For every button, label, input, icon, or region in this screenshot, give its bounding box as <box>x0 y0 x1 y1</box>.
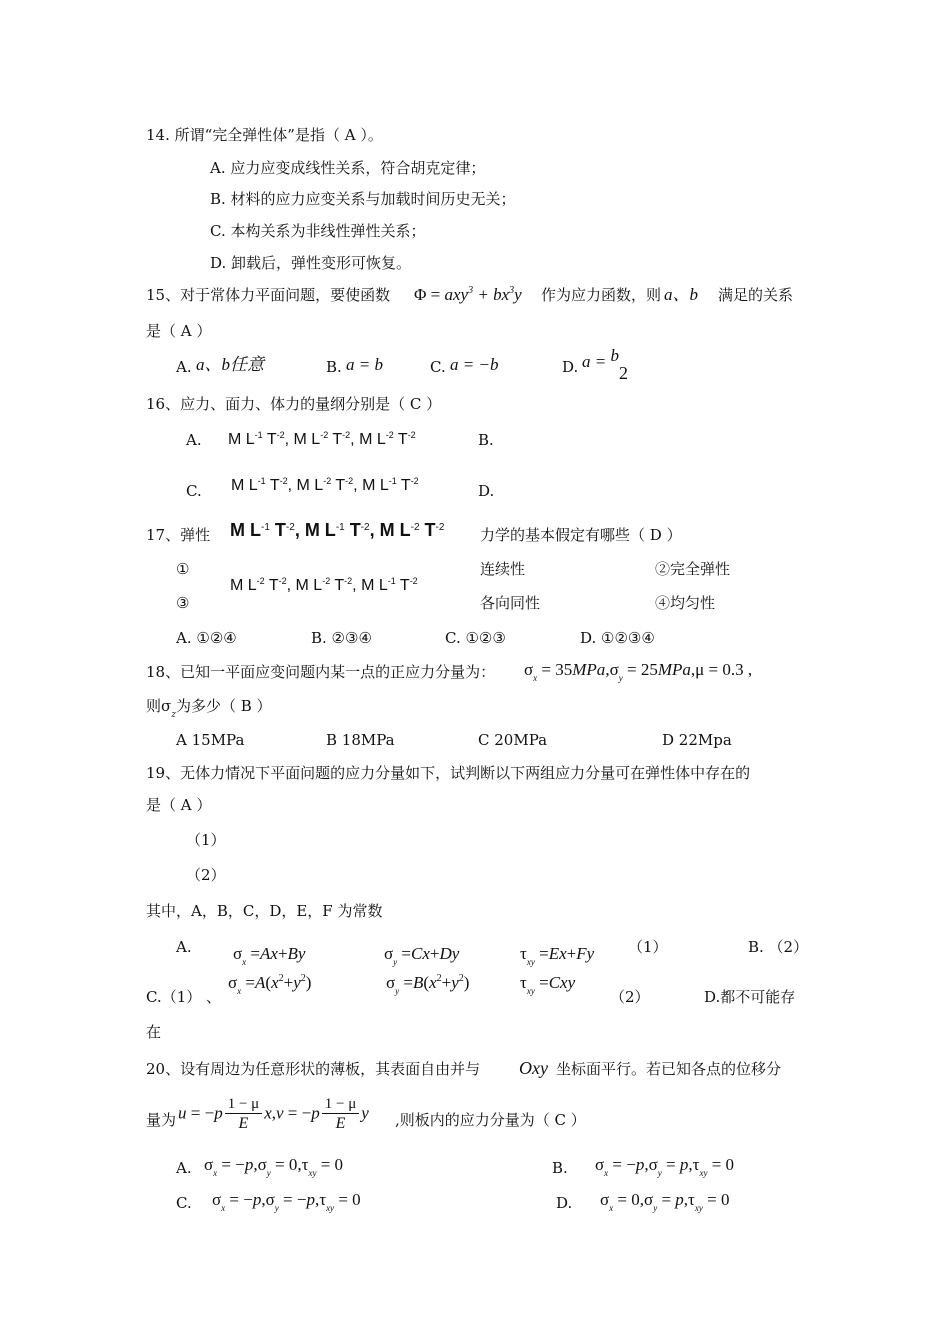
q15-stem-post: 作为应力函数，则 <box>541 286 662 304</box>
q15-opt-b-label: B. <box>326 358 342 376</box>
q17-choice-1-mark: ① <box>176 560 190 578</box>
q20-stem-pre: 20、设有周边为任意形状的薄板，其表面自由并与 <box>146 1060 481 1078</box>
q19-opt-d-cont: 在 <box>146 1023 162 1041</box>
q19-stem: 19、无体力情况下平面问题的应力分量如下，试判断以下两组应力分量可在弹性体中存在的 <box>146 764 751 782</box>
q15-stem-pre: 15、对于常体力平面问题，要使函数 <box>146 286 391 304</box>
q17-stem-b: 力学的基本假定有哪些（ D ） <box>480 526 682 544</box>
q16-opt-a-label: A. <box>186 431 202 449</box>
q18-answer-d: D 22Mpa <box>662 731 732 749</box>
q16-opt-c: M $L^{-1}$ $T^{-2}$, M $L^{-2}$ $T^{-2}$, M $L^{-1}$ $T^{-2}$ <box>231 476 419 494</box>
q19-opt-d: D.都不可能存 <box>704 988 796 1006</box>
q17-choice-3-mark: ③ <box>176 594 190 612</box>
q19-opt-a-label: A. <box>176 938 192 956</box>
q19-eq2-sigma-x: $\sigma_x =A(x^2+y^2)$ <box>228 973 312 996</box>
q15-opt-c-label: C. <box>430 358 446 376</box>
q17-choice-3: 各向同性 <box>480 594 541 612</box>
q20-line2-post: ,则板内的应力分量为（ C ） <box>395 1111 586 1129</box>
q14-option-b: B. 材料的应力应变关系与加载时间历史无关； <box>210 190 516 208</box>
q18-stem: 18、已知一平面应变问题内某一点的正应力分量为： <box>146 663 496 681</box>
q19-tag-2: （2） <box>610 988 650 1006</box>
q17-answer-a: A. ①②④ <box>176 629 237 647</box>
q20-opt-d: $\sigma_x = 0,\sigma_y = p,\tau_{xy} = 0$ <box>600 1190 730 1213</box>
q19-group-1: （1） <box>186 831 226 849</box>
q15-opt-a-label: A. <box>176 358 192 376</box>
q14-option-c: C. 本构关系为非线性弹性关系； <box>210 222 426 240</box>
q19-eq1-tau-xy: $\tau_{xy} =Ex+Fy$ <box>520 944 595 967</box>
q16-opt-b-formula: M $L^{-1}$ $T^{-2}$, M $L^{-1}$ $T^{-2}$, M $L^{-2}$ $T^{-2}$ <box>230 520 445 540</box>
q20-opt-a: $\sigma_x = -p,\sigma_y = 0,\tau_{xy} = 0$ <box>204 1155 344 1178</box>
q17-answer-d: D. ①②③④ <box>580 629 655 647</box>
q16-opt-d-formula: M $L^{-2}$ $T^{-2}$, M $L^{-2}$ $T^{-2}$, M $L^{-1}$ $T^{-2}$ <box>230 576 418 594</box>
q15-opt-c: a = −b <box>450 355 499 374</box>
q18-answer-b: B 18MPa <box>326 731 395 749</box>
q16-opt-c-label: C. <box>186 482 202 500</box>
q19-note: 其中，A，B，C，D，E，F 为常数 <box>146 902 383 920</box>
q18-line2: 则$\sigma_z$为多少（ B ） <box>146 697 272 720</box>
q19-eq2-tau-xy: $\tau_{xy} =Cxy$ <box>520 973 576 996</box>
q20-opt-c-label: C. <box>176 1194 192 1212</box>
q20-opt-a-label: A. <box>176 1159 192 1177</box>
q20-stem-post: 坐标面平行。若已知各点的位移分 <box>556 1060 782 1078</box>
q15-opt-d-label: D. <box>562 358 579 376</box>
q15-stem-line2: 是（ A ） <box>146 322 212 340</box>
q17-answer-b: B. ②③④ <box>311 629 372 647</box>
q19-stem-line2: 是（ A ） <box>146 796 212 814</box>
q19-opt-b: B. （2） <box>748 938 809 956</box>
q19-eq1-sigma-x: $\sigma_x =Ax+By$ <box>233 944 306 967</box>
q18-answer-a: A 15MPa <box>176 731 245 749</box>
q20-line2-pre: 量为 <box>146 1111 177 1129</box>
q16-opt-d-label: D. <box>478 482 495 500</box>
q17-choice-2: ②完全弹性 <box>655 560 731 578</box>
q17-choice-1: 连续性 <box>480 560 526 578</box>
q17-answer-c: C. ①②③ <box>445 629 506 647</box>
q17-choice-4: ④均匀性 <box>655 594 716 612</box>
q15-opt-b: a = b <box>346 355 383 374</box>
q14-stem: 14. 所谓“完全弹性体”是指（ A ）。 <box>146 126 383 144</box>
q20-opt-c: $\sigma_x = -p,\sigma_y = -p,\tau_{xy} = 0$ <box>212 1190 361 1213</box>
q20-opt-b-label: B. <box>552 1159 568 1177</box>
q19-opt-c: C.（1） 、 <box>146 988 222 1006</box>
q14-option-d: D. 卸载后，弹性变形可恢复。 <box>210 254 412 272</box>
q16-opt-b-label: B. <box>478 431 494 449</box>
q20-displacement: u = −p $\frac{1 - \mu}{E}$ x,v = −p $\frac{1 - \mu}{E}$ y <box>178 1096 369 1132</box>
q15-opt-a: a、b任意 <box>196 355 264 374</box>
q16-stem: 16、应力、面力、体力的量纲分别是（ C ） <box>146 395 442 413</box>
q20-opt-b: $\sigma_x = -p,\sigma_y = p,\tau_{xy} = 0$ <box>595 1155 735 1178</box>
q18-condition: $\sigma_x = 35MPa,\sigma_y = 25MPa,\mu = 0.3$ , <box>524 660 753 683</box>
q19-group-2: （2） <box>186 866 226 884</box>
q15-opt-d: a = b2 <box>582 346 628 383</box>
q15-phi-formula: $\Phi = axy^3 + bx^3y$ <box>414 285 522 304</box>
q19-eq1-sigma-y: $\sigma_y =Cx+Dy$ <box>384 944 460 967</box>
q19-tag-1: （1） <box>628 938 668 956</box>
q17-stem-a: 17、弹性 <box>146 526 211 544</box>
q15-vars: a、b <box>664 285 698 304</box>
q18-answer-c: C 20MPa <box>478 731 548 749</box>
q20-opt-d-label: D. <box>556 1194 573 1212</box>
q16-opt-a: M $L^{-1}$ $T^{-2}$, M $L^{-2}$ $T^{-2}$, M $L^{-2}$ $T^{-2}$ <box>228 430 416 448</box>
q19-eq2-sigma-y: $\sigma_y =B(x^2+y^2)$ <box>386 973 470 996</box>
q20-plane: Oxy <box>519 1058 548 1078</box>
q15-stem-end: 满足的关系 <box>718 286 794 304</box>
q14-option-a: A. 应力应变成线性关系，符合胡克定律； <box>210 159 486 177</box>
